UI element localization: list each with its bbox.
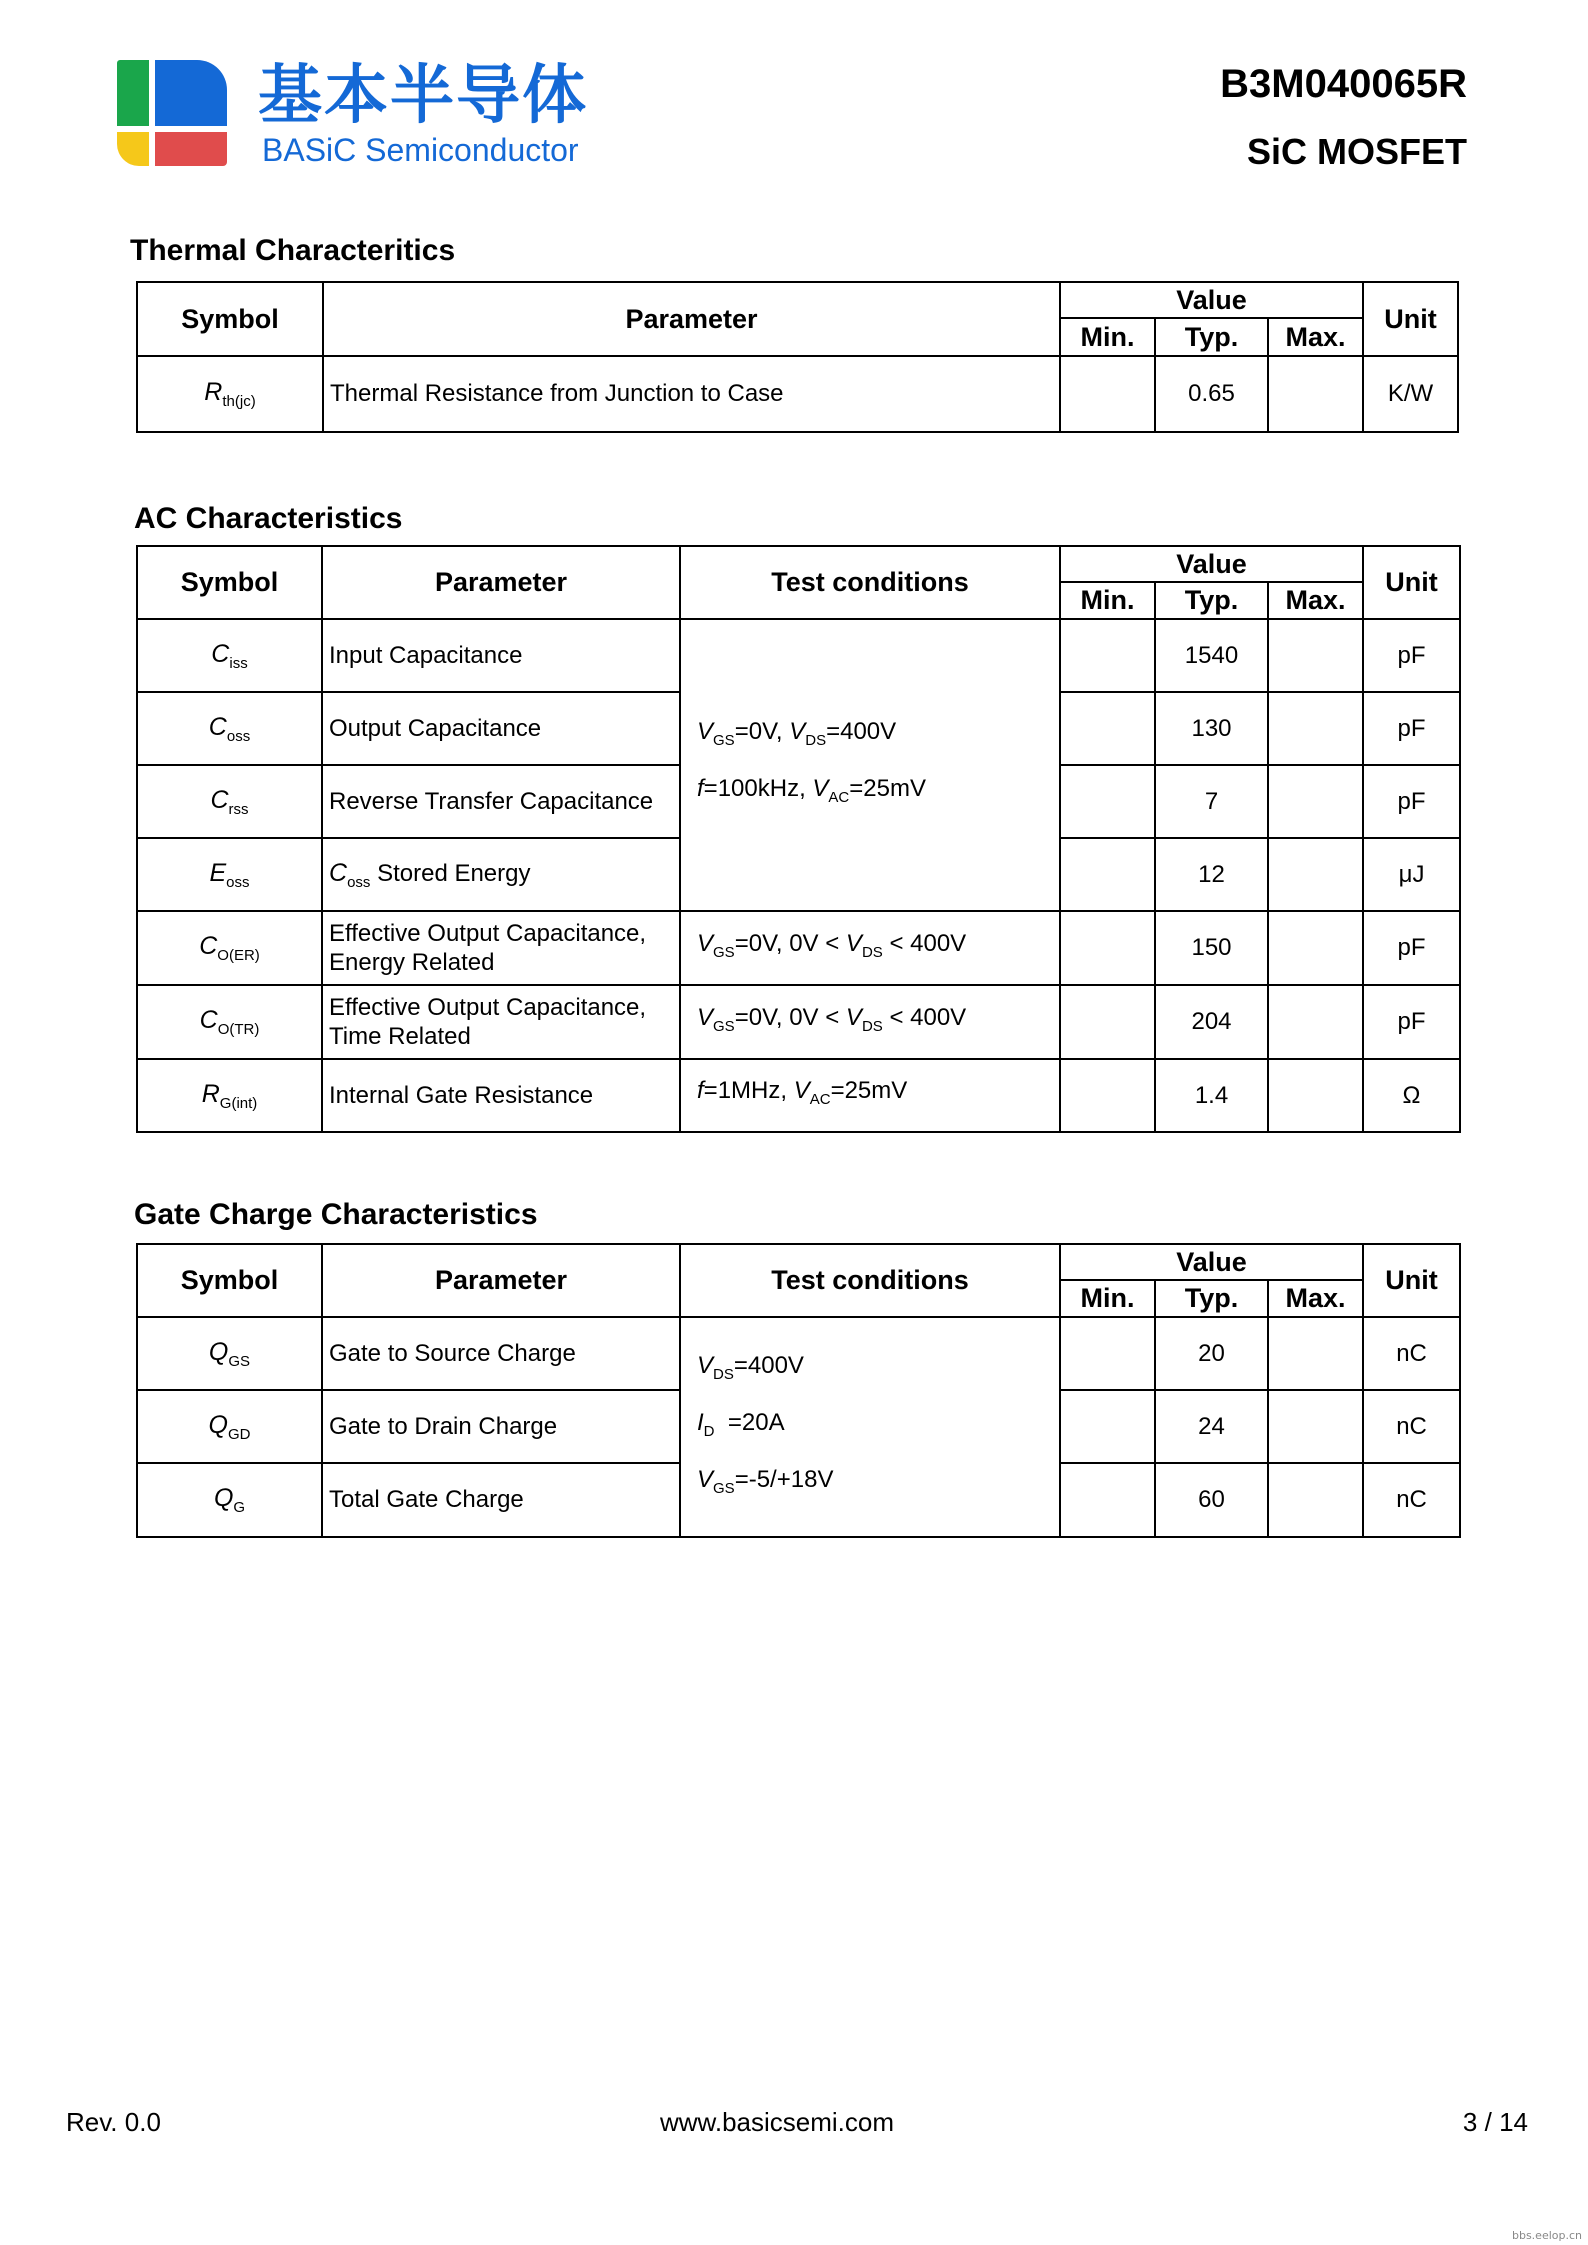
- header-value: Value: [1060, 1244, 1363, 1280]
- max-cell: [1268, 619, 1363, 692]
- min-cell: [1060, 911, 1155, 985]
- unit-cell: pF: [1363, 619, 1460, 692]
- website-link[interactable]: www.basicsemi.com: [659, 2107, 895, 2137]
- header-max: Max.: [1268, 1280, 1363, 1317]
- min-cell: [1060, 356, 1155, 432]
- header-max: Max.: [1268, 582, 1363, 619]
- test-conditions-cell: $V_{GS}=0V$, $0V < V_{DS} < 400V$: [680, 985, 1060, 1059]
- min-cell: [1060, 1317, 1155, 1390]
- symbol-cell: $C_{O(ER)}$: [137, 911, 322, 985]
- header-symbol: Symbol: [137, 546, 322, 619]
- parameter-cell: $C_{oss}$ Stored Energy: [322, 838, 680, 911]
- header-min: Min.: [1060, 582, 1155, 619]
- header-unit: Unit: [1363, 1244, 1460, 1317]
- table-row: [137, 619, 1460, 692]
- header-typ: Typ.: [1155, 318, 1268, 356]
- typ-cell: 60: [1155, 1463, 1268, 1537]
- symbol-cell: $C_{oss}$: [137, 692, 322, 765]
- header-typ: Typ.: [1155, 1280, 1268, 1317]
- unit-cell: pF: [1363, 692, 1460, 765]
- parameter-cell: Effective Output Capacitance, Energy Related: [322, 911, 680, 985]
- gate-charge-table: [136, 1243, 1461, 1538]
- typ-cell: 7: [1155, 765, 1268, 838]
- symbol-cell: $C_{iss}$: [137, 619, 322, 692]
- min-cell: [1060, 1390, 1155, 1463]
- header-test-conditions: Test conditions: [680, 1244, 1060, 1317]
- logo-yellow-block: [117, 132, 149, 166]
- watermark: bbs.eelop.cn: [1511, 2229, 1582, 2242]
- header-parameter: Parameter: [322, 546, 680, 619]
- test-conditions-cell: $V_{GS}=0V$, $V_{DS}=400V$ f=100kHz, $V_{AC}=25mV$: [680, 619, 1060, 911]
- table-row: [137, 356, 1458, 432]
- typ-cell: 24: [1155, 1390, 1268, 1463]
- header-min: Min.: [1060, 318, 1155, 356]
- typ-cell: 130: [1155, 692, 1268, 765]
- parameter-cell: Output Capacitance: [322, 692, 680, 765]
- symbol-cell: $Q_G$: [137, 1463, 322, 1537]
- min-cell: [1060, 619, 1155, 692]
- logo-red-block: [155, 132, 227, 166]
- test-conditions-cell: $V_{DS}=400V$ $I_D =20A$ $V_{GS}=-5/+18V$: [680, 1317, 1060, 1537]
- header-unit: Unit: [1363, 282, 1458, 356]
- typ-cell: 1540: [1155, 619, 1268, 692]
- typ-cell: 12: [1155, 838, 1268, 911]
- symbol-cell: $R_{th(jc)}$: [137, 356, 323, 432]
- parameter-cell: Gate to Drain Charge: [322, 1390, 680, 1463]
- thermal-section-title: Thermal Characteritics: [130, 234, 456, 267]
- min-cell: [1060, 692, 1155, 765]
- symbol-cell: $Q_{GS}$: [137, 1317, 322, 1390]
- max-cell: [1268, 356, 1363, 432]
- header-parameter: Parameter: [323, 282, 1060, 356]
- unit-cell: pF: [1363, 985, 1460, 1059]
- table-row: [137, 911, 1460, 985]
- brand-name-cn: 基本半导体: [258, 59, 588, 133]
- parameter-cell: Thermal Resistance from Junction to Case: [323, 356, 1060, 432]
- parameter-cell: Internal Gate Resistance: [322, 1059, 680, 1132]
- header-max: Max.: [1268, 318, 1363, 356]
- part-type: SiC MOSFET: [1246, 131, 1467, 172]
- thermal-table: [136, 281, 1459, 433]
- typ-cell: 204: [1155, 985, 1268, 1059]
- max-cell: [1268, 985, 1363, 1059]
- min-cell: [1060, 1059, 1155, 1132]
- unit-cell: μJ: [1363, 838, 1460, 911]
- header-value: Value: [1060, 546, 1363, 582]
- max-cell: [1268, 1463, 1363, 1537]
- header-symbol: Symbol: [137, 1244, 322, 1317]
- company-logo: [117, 60, 227, 170]
- unit-cell: pF: [1363, 765, 1460, 838]
- table-row: [137, 1317, 1460, 1390]
- header-parameter: Parameter: [322, 1244, 680, 1317]
- min-cell: [1060, 838, 1155, 911]
- max-cell: [1268, 1317, 1363, 1390]
- parameter-cell: Total Gate Charge: [322, 1463, 680, 1537]
- symbol-cell: $C_{O(TR)}$: [137, 985, 322, 1059]
- header-typ: Typ.: [1155, 582, 1268, 619]
- typ-cell: 20: [1155, 1317, 1268, 1390]
- parameter-cell: Effective Output Capacitance, Time Related: [322, 985, 680, 1059]
- max-cell: [1268, 765, 1363, 838]
- parameter-cell: Reverse Transfer Capacitance: [322, 765, 680, 838]
- symbol-cell: $R_{G(int)}$: [137, 1059, 322, 1132]
- table-row: [137, 1059, 1460, 1132]
- min-cell: [1060, 985, 1155, 1059]
- header-min: Min.: [1060, 1280, 1155, 1317]
- min-cell: [1060, 765, 1155, 838]
- revision-label: Rev. 0.0: [66, 2107, 161, 2137]
- min-cell: [1060, 1463, 1155, 1537]
- unit-cell: nC: [1363, 1463, 1460, 1537]
- part-number: B3M040065R: [1220, 62, 1467, 106]
- ac-section-title: AC Characteristics: [134, 502, 403, 535]
- ac-table: [136, 545, 1461, 1133]
- max-cell: [1268, 1390, 1363, 1463]
- header-unit: Unit: [1363, 546, 1460, 619]
- brand-name-en: BASiC Semiconductor: [262, 132, 579, 168]
- test-conditions-cell: f=1MHz, $V_{AC}=25mV$: [680, 1059, 1060, 1132]
- table-row: [137, 985, 1460, 1059]
- page-indicator: 3 / 14: [1462, 2107, 1528, 2137]
- max-cell: [1268, 692, 1363, 765]
- symbol-cell: $Q_{GD}$: [137, 1390, 322, 1463]
- typ-cell: 0.65: [1155, 356, 1268, 432]
- unit-cell: Ω: [1363, 1059, 1460, 1132]
- typ-cell: 150: [1155, 911, 1268, 985]
- parameter-cell: Gate to Source Charge: [322, 1317, 680, 1390]
- max-cell: [1268, 1059, 1363, 1132]
- header-test-conditions: Test conditions: [680, 546, 1060, 619]
- logo-blue-block: [155, 60, 227, 126]
- symbol-cell: $C_{rss}$: [137, 765, 322, 838]
- unit-cell: nC: [1363, 1317, 1460, 1390]
- logo-green-block: [117, 60, 149, 126]
- header-value: Value: [1060, 282, 1363, 318]
- header-symbol: Symbol: [137, 282, 323, 356]
- unit-cell: K/W: [1363, 356, 1458, 432]
- gate-charge-section-title: Gate Charge Characteristics: [134, 1198, 538, 1231]
- typ-cell: 1.4: [1155, 1059, 1268, 1132]
- max-cell: [1268, 911, 1363, 985]
- parameter-cell: Input Capacitance: [322, 619, 680, 692]
- max-cell: [1268, 838, 1363, 911]
- test-conditions-cell: $V_{GS}=0V$, $0V < V_{DS} < 400V$: [680, 911, 1060, 985]
- unit-cell: nC: [1363, 1390, 1460, 1463]
- unit-cell: pF: [1363, 911, 1460, 985]
- symbol-cell: $E_{oss}$: [137, 838, 322, 911]
